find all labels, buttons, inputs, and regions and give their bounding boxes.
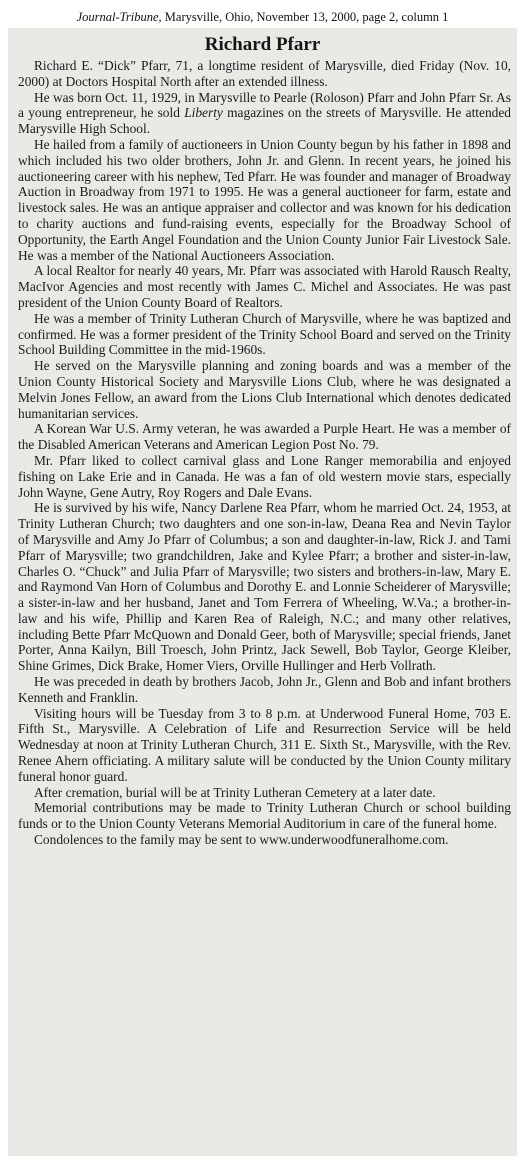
paragraph-birth: [18, 90, 511, 137]
paragraph-church: He was a member of Trinity Lutheran Church of Marysville, where he was baptized and confirmed. He was a former president of the Trinity School Board and served on the Trinity School Building Committee in the mid-1960s.: [18, 310, 511, 358]
paragraph-birth-lead: He was born Oct. 11, 1929, in Marysville to Pearle (Roloson) Pfarr and John Pfarr Sr. As a young entrepreneur, he sold: [18, 89, 511, 121]
paragraph-realtor-career: A local Realtor for nearly 40 years, Mr. Pfarr was associated with Harold Rausch Realty, MacIvor Agencies and most recently with James C. Michel and Associates. He was past president of the Union County Board of Realtors.: [18, 263, 511, 310]
paragraph-auctioneer-career: He hailed from a family of auctioneers in Union County begun by his father in 1898 and which included his two older brothers, John Jr. and Glenn. In recent years, he joined his auctioneering career with his nephew, Ted Pfarr. He was founder and manager of Broadway Auction in Broadway from 1971 to 1995. He was a general auctioneer for farm, estate and livestock sales. He was an antique appraiser and collector and was known for his dedication to charity auctions and fund-raising events, especially for the Broadway School of Opportunity, the Earth Angel Foundation and the Union County Junior Fair Livestock Sale. He was a member of the National Auctioneers Association.: [18, 136, 511, 263]
paragraph-memorial-contributions: Memorial contributions may be made to Trinity Lutheran Church or school building funds or to the Union County Veterans Memorial Auditorium in care of the funeral home.: [18, 800, 511, 832]
paragraph-death-notice: Richard E. “Dick” Pfarr, 71, a longtime resident of Marysville, died Friday (Nov. 10, 2000) at Doctors Hospital North after an extended illness.: [18, 58, 511, 89]
paragraph-civic-service: He served on the Marysville planning and zoning boards and was a member of the Union County Historical Society and Marysville Lions Club, where he was designated a Melvin Jones Fellow, an award from the Lions Club International which denotes dedicated humanitarian services.: [18, 358, 511, 421]
paragraph-preceded-in-death: He was preceded in death by brothers Jacob, John Jr., Glenn and Bob and infant brothers Kenneth and Franklin.: [18, 674, 511, 705]
newspaper-clipping: [8, 28, 517, 1156]
source-caption: [0, 10, 525, 25]
obituary-body: [8, 58, 517, 848]
paragraph-hobbies: Mr. Pfarr liked to collect carnival glass and Lone Ranger memorabilia and enjoyed fishing on Lake Erie and in Canada. He was a fan of old western movie stars, especially John Wayne, Gene Autry, Roy Rogers and Dale Evans.: [18, 452, 511, 500]
paragraph-services: Visiting hours will be Tuesday from 3 to 8 p.m. at Underwood Funeral Home, 703 E. Fifth St., Marysville. A Celebration of Life and Resurrection Service will be held Wednesday at noon at Trinity Lutheran Church, 311 E. Sixth St., Marysville, with the Rev. Renee Ahern officiating. A military salute will be conducted by the Union County military funeral honor guard.: [18, 705, 511, 784]
publication-name: Journal-Tribune: [76, 10, 159, 24]
publication-details: , Marysville, Ohio, November 13, 2000, page 2, column 1: [158, 10, 449, 24]
paragraph-burial: After cremation, burial will be at Trinity Lutheran Cemetery at a later date.: [34, 784, 436, 800]
paragraph-military: A Korean War U.S. Army veteran, he was awarded a Purple Heart. He was a member of the Disabled American Veterans and American Legion Post No. 79.: [18, 421, 511, 453]
obituary-headline: Richard Pfarr: [204, 34, 321, 55]
magazine-title: Liberty: [184, 105, 223, 121]
paragraph-condolences: Condolences to the family may be sent to www.underwoodfuneralhome.com.: [34, 832, 449, 848]
paragraph-survivors: He is survived by his wife, Nancy Darlene Rea Pfarr, whom he married Oct. 24, 1953, at Trinity Lutheran Church; two daughters and one son-in-law, Deana Rea and Nevin Taylor of Marysville and Amy Jo Pfarr of Columbus; a son and daughter-in-law, Rick J. and Tami Pfarr of Marysville; two grandchildren, Jake and Kylee Pfarr; a brother and sister-in-law, Charles O. “Chuck” and Julia Pfarr of Marysville; two sisters and brothers-in-law, Mary E. and Raymond Van Horn of Columbus and Dorothy E. and Lonnie Scheiderer of Marysville; a sister-in-law and her husband, Janet and Tom Ferrera of Wheeling, W.Va.; a brother-in-law and his wife, Phillip and Karen Rea of Raleigh, N.C.; and many other relatives, including Bette Pfarr McQuown and Donald Geer, both of Marysville; special friends, Janet Porter, Anna Kailyn, Bill Troesch, John Printz, Jack Sewell, Bob Taylor, George Kleiber, Shine Grimes, Dick Brake, Homer Viers, Orville Hullinger and Herb Vollrath.: [18, 500, 511, 674]
paragraph-birth-tail: magazines on the streets of Marysville. He attended Marysville High School.: [18, 105, 511, 137]
